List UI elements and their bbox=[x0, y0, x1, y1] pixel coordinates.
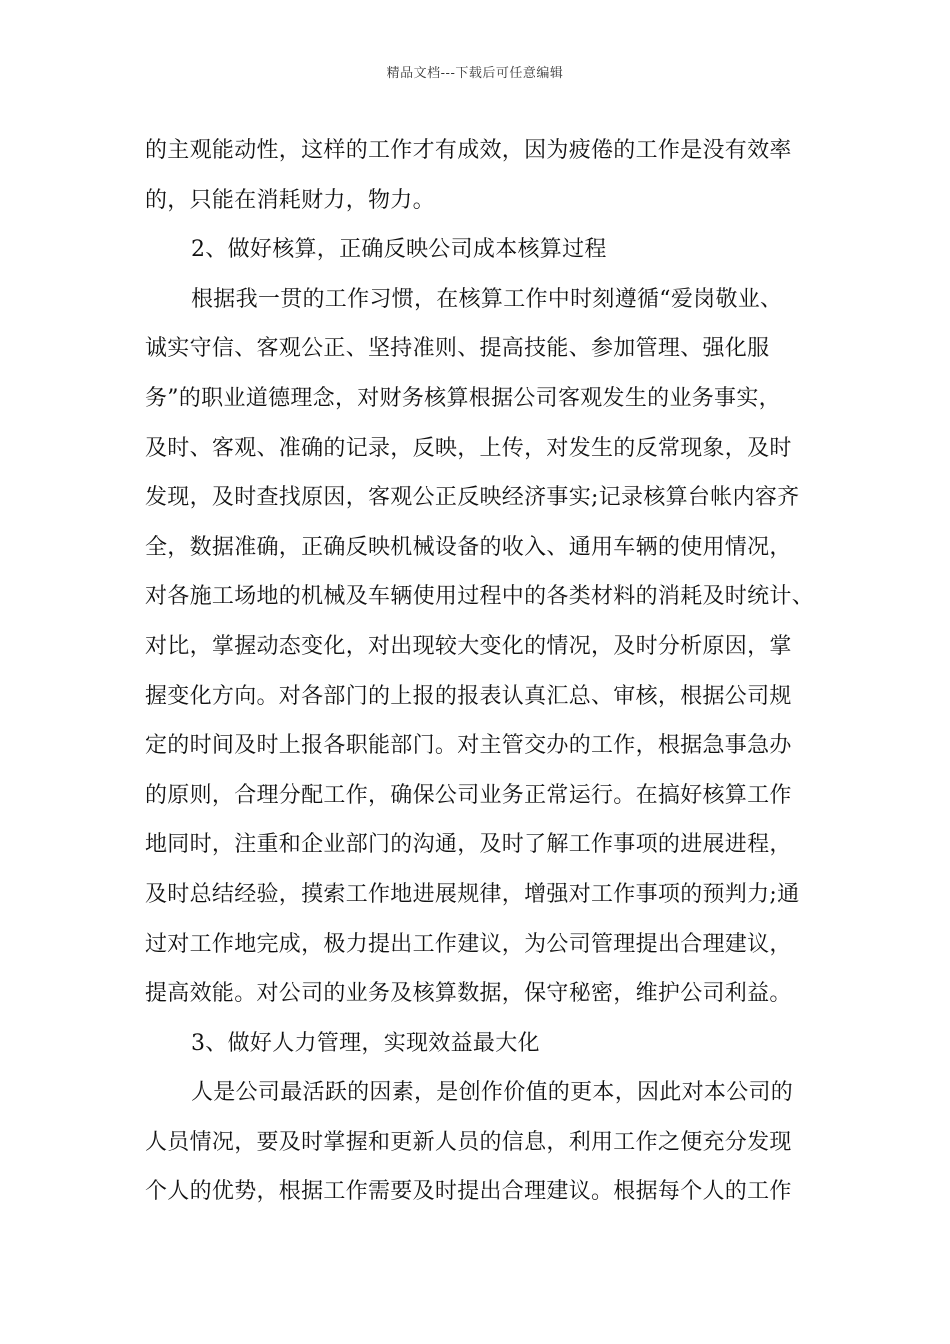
text-line: 对比，掌握动态变化，对出现较大变化的情况，及时分析原因，掌 bbox=[145, 633, 792, 659]
text-line: 的，只能在消耗财力，物力。 bbox=[145, 187, 435, 213]
text-line: 的主观能动性，这样的工作才有成效，因为疲倦的工作是没有效率 bbox=[145, 138, 792, 163]
text-line: 的原则，合理分配工作，确保公司业务正常运行。在搞好核算工作 bbox=[145, 782, 792, 808]
text-line: 对各施工场地的机械及车辆使用过程中的各类材料的消耗及时统计、 bbox=[145, 584, 815, 610]
text-line: 个人的优势，根据工作需要及时提出合理建议。根据每个人的工作 bbox=[145, 1179, 792, 1205]
text-line: 提高效能。对公司的业务及核算数据，保守秘密，维护公司利益。 bbox=[145, 981, 792, 1007]
section-heading-3: 3、做好人力管理，实现效益最大化 bbox=[191, 1030, 540, 1056]
text-line: 发现，及时查找原因，客观公正反映经济事实;记录核算台帐内容齐 bbox=[145, 485, 800, 511]
text-line: 定的时间及时上报各职能部门。对主管交办的工作，根据急事急办 bbox=[145, 733, 792, 759]
text-line: 诚实守信、客观公正、坚持准则、提高技能、参加管理、强化服 bbox=[145, 336, 770, 362]
text-line: 务”的职业道德理念，对财务核算根据公司客观发生的业务事实， bbox=[145, 385, 781, 411]
page-header: 精品文档---下载后可任意编辑 bbox=[386, 66, 564, 81]
paragraph-start: 人是公司最活跃的因素，是创作价值的更本，因此对本公司的 bbox=[191, 1080, 794, 1106]
section-heading-2: 2、做好核算，正确反映公司成本核算过程 bbox=[191, 237, 607, 263]
paragraph-start: 根据我一贯的工作习惯，在核算工作中时刻遵循“爱岗敬业、 bbox=[191, 286, 783, 312]
text-line: 全，数据准确，正确反映机械设备的收入、通用车辆的使用情况， bbox=[145, 534, 792, 560]
text-line: 地同时，注重和企业部门的沟通，及时了解工作事项的进展进程， bbox=[145, 832, 792, 858]
text-line: 及时总结经验，摸索工作地进展规律，增强对工作事项的预判力;通 bbox=[145, 881, 800, 907]
text-line: 过对工作地完成，极力提出工作建议，为公司管理提出合理建议， bbox=[145, 931, 792, 957]
text-line: 握变化方向。对各部门的上报的报表认真汇总、审核，根据公司规 bbox=[145, 683, 792, 709]
text-line: 及时、客观、准确的记录，反映，上传，对发生的反常现象，及时 bbox=[145, 435, 792, 461]
text-line: 人员情况，要及时掌握和更新人员的信息，利用工作之便充分发现 bbox=[145, 1129, 792, 1155]
document-body bbox=[145, 126, 815, 1217]
